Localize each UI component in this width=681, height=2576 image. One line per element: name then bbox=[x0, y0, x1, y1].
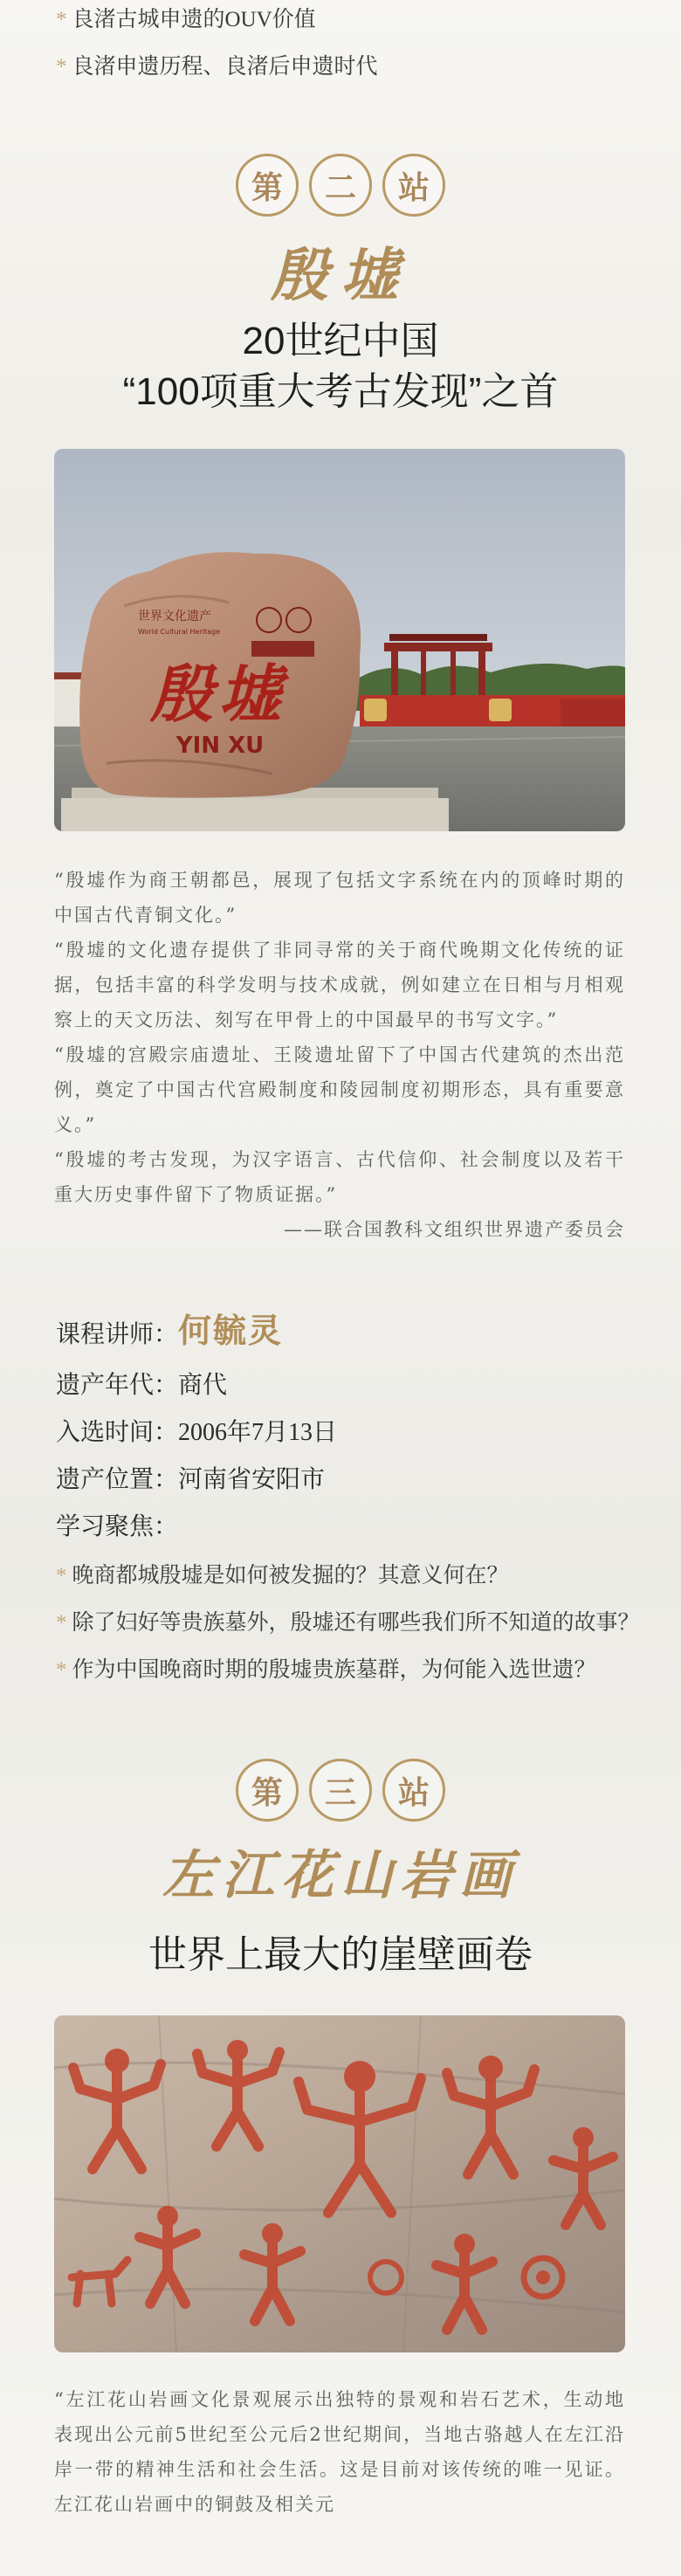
badge-char: 三 bbox=[309, 1759, 372, 1822]
badge-char: 站 bbox=[382, 154, 445, 217]
station3-name: 左江花山岩画 bbox=[162, 1845, 519, 1906]
stone-plaque bbox=[251, 641, 314, 657]
quote-paragraph: “左江花山岩画文化景观展示出独特的景观和岩石艺术，生动地表现出公元前5世纪至公元后2世纪期间，当地古骆越人在左江沿岸一带的精神生活和社会生活。这是目前对该传统的唯一见证。左江花山岩画中的铜鼓及相关元 bbox=[54, 2389, 625, 2515]
learning-focus-item: * 晚商都城殷墟是如何被发掘的？其意义何在？ bbox=[56, 1564, 509, 1588]
selection-date: 入选时间：2006年7月13日 bbox=[56, 1419, 338, 1446]
lecturer-name: 何毓灵 bbox=[178, 1311, 284, 1350]
quote-attribution: ——联合国教科文组织世界遗产委员会 bbox=[284, 1219, 625, 1240]
stone-header-en: World Cultural Heritage bbox=[138, 628, 220, 636]
badge-char: 站 bbox=[382, 1759, 445, 1822]
station3-subtitle: 世界上最大的崖壁画卷 bbox=[148, 1933, 533, 1976]
badge-char: 第 bbox=[236, 154, 299, 217]
yinxu-photo-illustration bbox=[54, 449, 625, 831]
yinxu-quote-block bbox=[54, 863, 625, 1247]
top-focus-item: * 良渚申遗历程、良渚后申遗时代 bbox=[56, 55, 378, 79]
station2-subtitle-line2: “100项重大考古发现”之首 bbox=[122, 370, 559, 413]
station2-badge bbox=[0, 154, 681, 217]
badge-char: 第 bbox=[236, 1759, 299, 1822]
station2-subtitle-line1: 20世纪中国 bbox=[242, 320, 439, 362]
rock-art-illustration bbox=[54, 2015, 625, 2352]
heritage-era: 遗产年代：商代 bbox=[56, 1372, 228, 1399]
huashan-quote-block bbox=[54, 2382, 625, 2522]
quote-paragraph: “殷墟的考古发现，为汉字语言、古代信仰、社会制度以及若干重大历史事件留下了物质证据。” bbox=[54, 1149, 625, 1205]
huashan-rock-art-photo bbox=[54, 2015, 625, 2352]
stone-characters: 殷墟 bbox=[149, 657, 287, 731]
quote-paragraph: “殷墟作为商王朝都邑，展现了包括文字系统在内的顶峰时期的中国古代青铜文化。” bbox=[54, 870, 625, 926]
top-focus-item: * 良渚古城申遗的OUV价值 bbox=[56, 8, 316, 31]
lecturer-label: 课程讲师： bbox=[56, 1321, 179, 1348]
quote-paragraph: “殷墟的宫殿宗庙遗址、王陵遗址留下了中国古代建筑的杰出范例，奠定了中国古代宫殿制度和陵园制度初期形态，具有重要意义。” bbox=[54, 1044, 625, 1135]
stone-header: 世界文化遗产 bbox=[138, 610, 211, 623]
badge-char: 二 bbox=[309, 154, 372, 217]
quote-paragraph: “殷墟的文化遗存提供了非同寻常的关于商代晚期文化传统的证据，包括丰富的科学发明与技术成就，例如建立在日相与月相观察上的天文历法、刻写在甲骨上的中国最早的书写文字。” bbox=[54, 940, 625, 1030]
station2-name: 殷墟 bbox=[271, 241, 410, 309]
learning-focus-label: 学习聚焦： bbox=[56, 1513, 179, 1540]
heritage-location: 遗产位置：河南省安阳市 bbox=[56, 1466, 326, 1493]
stone-pinyin: YIN XU bbox=[175, 733, 265, 759]
station3-badge bbox=[0, 1759, 681, 1822]
yinxu-photo bbox=[54, 449, 625, 831]
learning-focus-item: * 作为中国晚商时期的殷墟贵族墓群，为何能入选世遗？ bbox=[56, 1658, 596, 1682]
learning-focus-item: * 除了妇好等贵族墓外，殷墟还有哪些我们所不知道的故事？ bbox=[56, 1611, 640, 1635]
lecturer-line bbox=[56, 1310, 283, 1356]
